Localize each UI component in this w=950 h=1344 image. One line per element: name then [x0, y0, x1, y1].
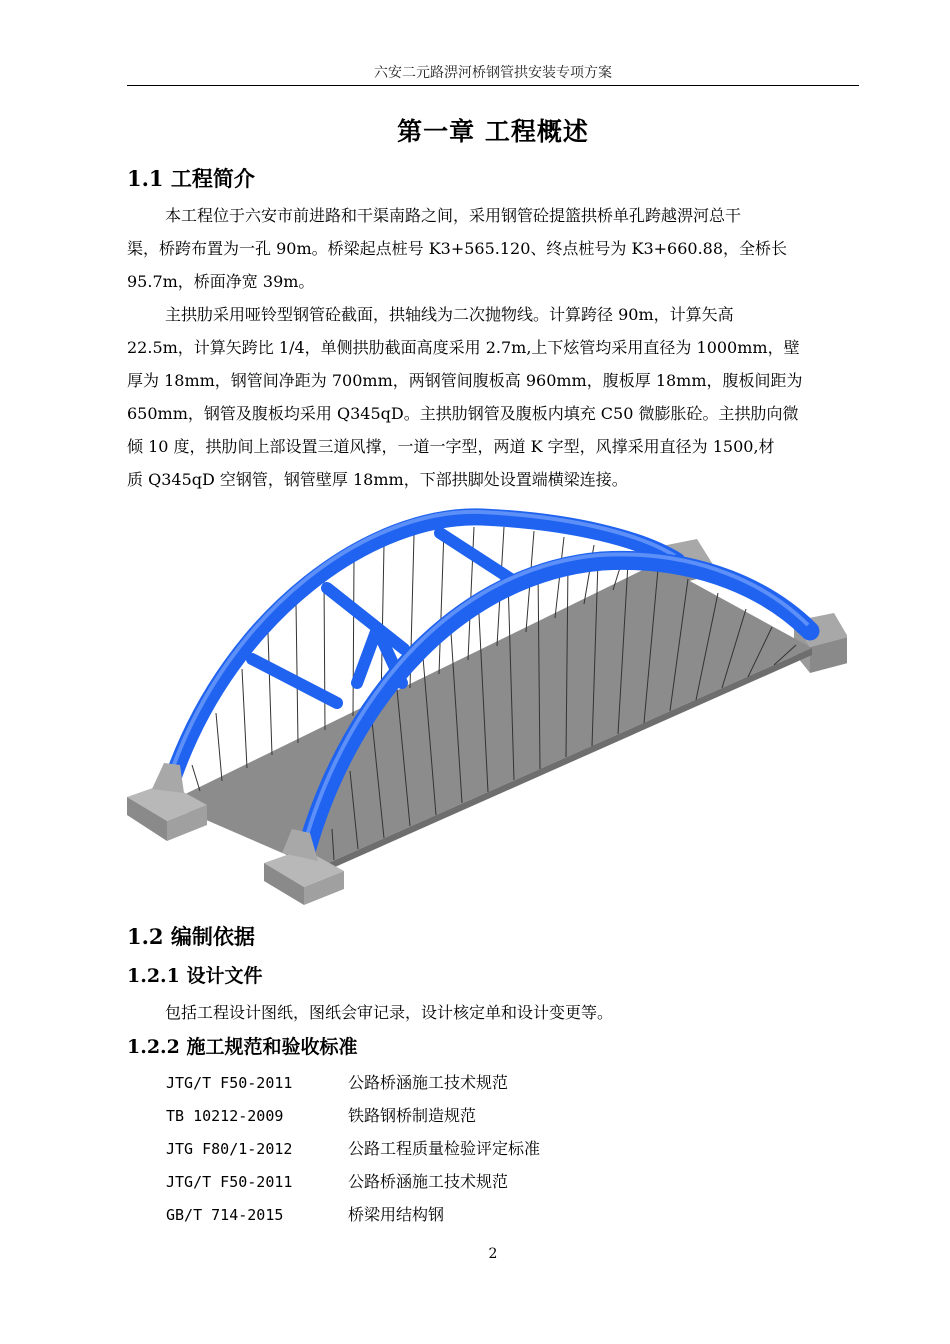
paragraph-line: 厚为 18mm，钢管间净距为 700mm，两钢管间腹板高 960mm，腹板厚 18mm，腹板间距为: [127, 371, 803, 390]
standard-code: GB/T 714-2015: [166, 1206, 284, 1224]
list-item: [166, 1132, 766, 1165]
standards-list: [166, 1066, 766, 1231]
section-heading-1-1: 1.1 工程简介: [127, 166, 255, 191]
standard-name: 公路桥涵施工技术规范: [348, 1172, 509, 1191]
design-documents-text: 包括工程设计图纸，图纸会审记录，设计核定单和设计变更等。: [165, 1003, 614, 1022]
running-header: 六安二元路淠河桥钢管拱安装专项方案: [374, 65, 612, 81]
paragraph-project-location: [127, 199, 862, 298]
paragraph-line: 渠，桥跨布置为一孔 90m。桥梁起点桩号 K3+565.120、终点桩号为 K3+660.88，全桥长: [127, 239, 788, 258]
standard-name: 公路桥涵施工技术规范: [348, 1073, 509, 1092]
standard-name: 公路工程质量检验评定标准: [348, 1139, 541, 1158]
paragraph-line: 22.5m，计算矢跨比 1/4，单侧拱肋截面高度采用 2.7m,上下炫管均采用直径为 1000mm，壁: [127, 338, 800, 357]
arch-bridge-illustration: [122, 503, 847, 913]
standard-code: JTG/T F50-2011: [166, 1074, 293, 1092]
standard-code: TB 10212-2009: [166, 1107, 284, 1125]
paragraph-line: 质 Q345qD 空钢管，钢管壁厚 18mm，下部拱脚处设置端横梁连接。: [127, 470, 628, 489]
standard-name: 铁路钢桥制造规范: [348, 1106, 477, 1125]
section-heading-1-2: 1.2 编制依据: [127, 924, 255, 949]
list-item: [166, 1165, 766, 1198]
standard-code: JTG F80/1-2012: [166, 1140, 293, 1158]
standard-code: JTG/T F50-2011: [166, 1173, 293, 1191]
paragraph-line: 本工程位于六安市前进路和干渠南路之间，采用钢管砼提篮拱桥单孔跨越淠河总干: [165, 206, 742, 225]
paragraph-line: 倾 10 度，拱肋间上部设置三道风撑，一道一字型，两道 K 字型，风撑采用直径为 1500,材: [127, 437, 775, 456]
standard-name: 桥梁用结构钢: [348, 1205, 445, 1224]
paragraph-arch-rib-description: [127, 298, 862, 496]
header-rule: [127, 85, 859, 86]
paragraph-line: 主拱肋采用哑铃型钢管砼截面，拱轴线为二次抛物线。计算跨径 90m，计算矢高: [165, 305, 734, 324]
list-item: [166, 1099, 766, 1132]
subsection-heading-1-2-2: 1.2.2 施工规范和验收标准: [127, 1036, 358, 1058]
subsection-heading-1-2-1: 1.2.1 设计文件: [127, 965, 263, 987]
page-number: 2: [488, 1246, 498, 1262]
list-item: [166, 1066, 766, 1099]
paragraph-line: 650mm，钢管及腹板均采用 Q345qD。主拱肋钢管及腹板内填充 C50 微膨胀砼。主拱肋向微: [127, 404, 799, 423]
paragraph-line: 95.7m，桥面净宽 39m。: [127, 272, 315, 291]
list-item: [166, 1198, 766, 1231]
chapter-title: 第一章 工程概述: [397, 117, 589, 146]
